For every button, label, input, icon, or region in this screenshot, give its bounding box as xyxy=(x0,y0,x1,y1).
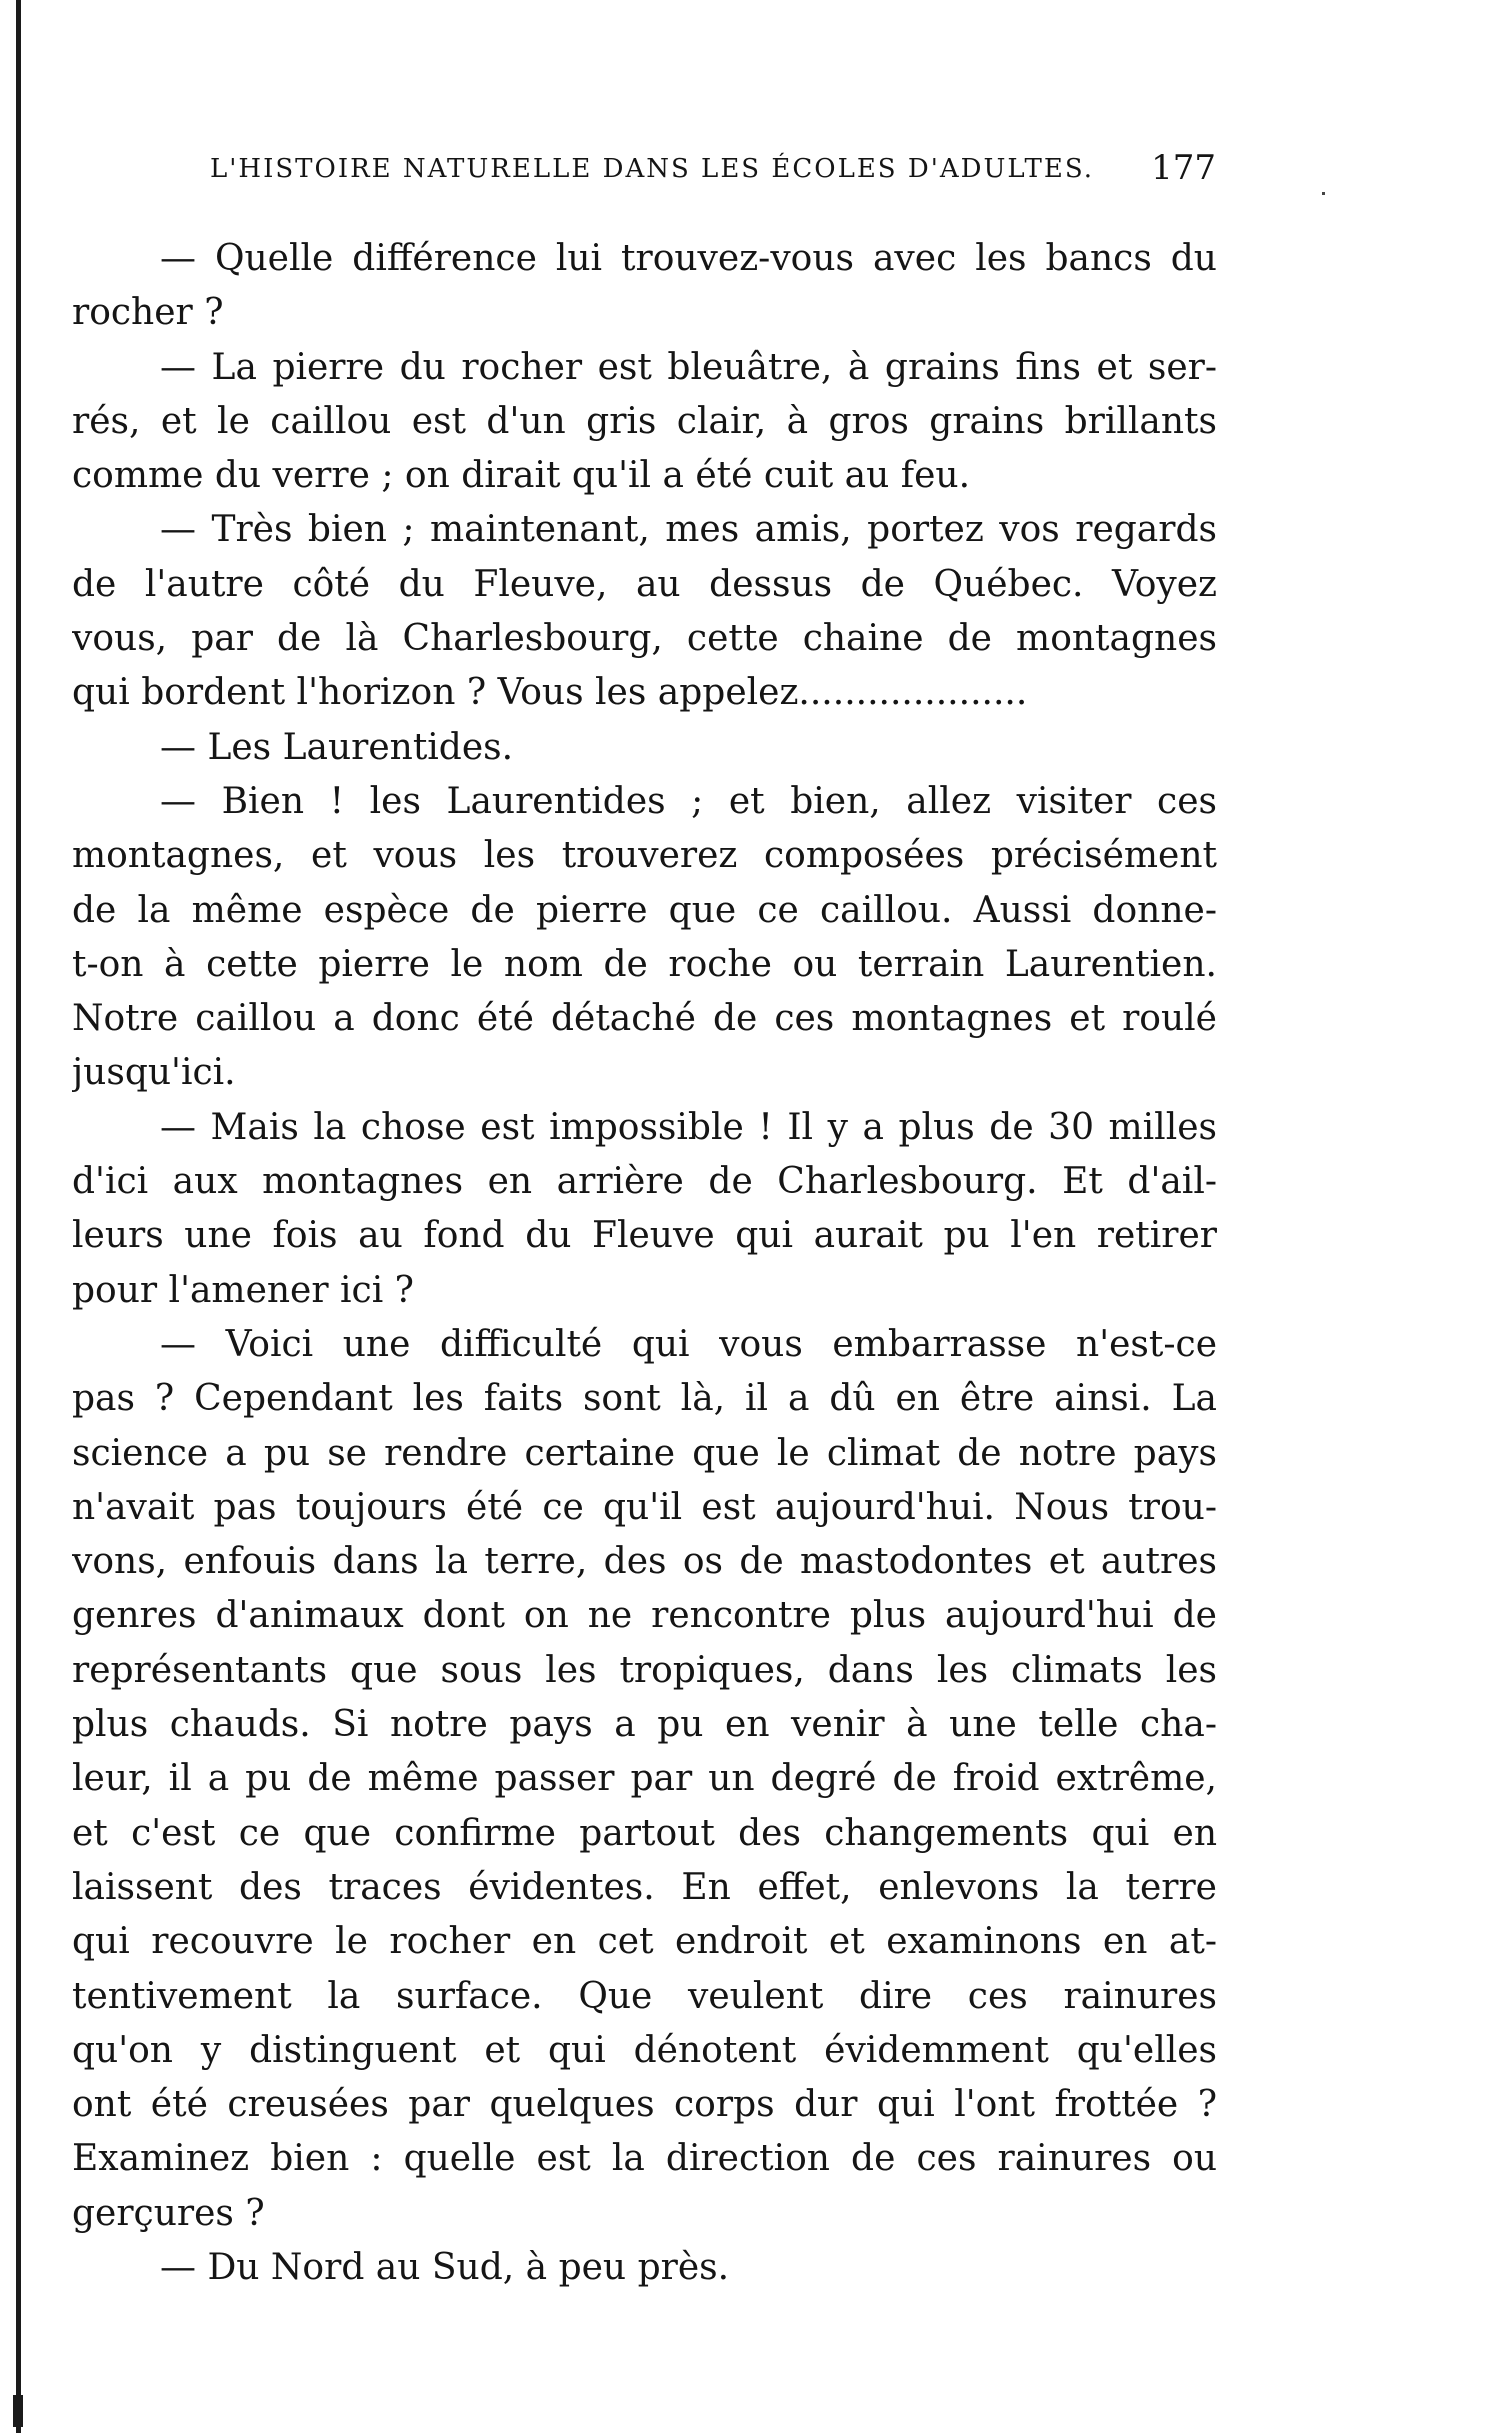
text-line: vons, enfouis dans la terre, des os de mastodontes et autres xyxy=(72,1541,1217,1583)
text-line: n'avait pas toujours été ce qu'il est aujourd'hui. Nous trou- xyxy=(72,1486,1217,1528)
text-line: pour l'amener ici ? xyxy=(72,1269,414,1311)
body-text xyxy=(72,232,1217,2295)
text-line: comme du verre ; on dirait qu'il a été cuit au feu. xyxy=(72,455,971,497)
text-line: ont été creusées par quelques corps dur qui l'ont frottée ? xyxy=(72,2084,1217,2126)
text-line: jusqu'ici. xyxy=(72,1052,236,1094)
text-line: qui bordent l'horizon ? Vous les appelez.................... xyxy=(72,672,1028,714)
text-line: vous, par de là Charlesbourg, cette chaine de montagnes xyxy=(72,618,1217,660)
text-line: genres d'animaux dont on ne rencontre plus aujourd'hui de xyxy=(72,1595,1217,1637)
text-line: représentants que sous les tropiques, dans les climats les xyxy=(72,1649,1217,1691)
print-speck xyxy=(1322,192,1325,195)
text-line: d'ici aux montagnes en arrière de Charlesbourg. Et d'ail- xyxy=(72,1161,1217,1203)
text-line: — Bien ! les Laurentides ; et bien, allez visiter ces xyxy=(160,780,1217,822)
text-line: pas ? Cependant les faits sont là, il a dû en être ainsi. La xyxy=(72,1378,1217,1420)
text-line: rés, et le caillou est d'un gris clair, à gros grains brillants xyxy=(72,400,1217,442)
text-line: — Voici une difficulté qui vous embarrasse n'est-ce xyxy=(160,1323,1217,1365)
page-header xyxy=(210,148,1216,198)
text-line: laissent des traces évidentes. En effet, enlevons la terre xyxy=(72,1866,1217,1908)
text-line: qui recouvre le rocher en cet endroit et examinons en at- xyxy=(72,1921,1217,1963)
text-line: et c'est ce que confirme partout des changements qui en xyxy=(72,1812,1217,1854)
text-line: science a pu se rendre certaine que le climat de notre pays xyxy=(72,1432,1217,1474)
page-edge-rule xyxy=(16,0,21,2433)
text-line: — La pierre du rocher est bleuâtre, à grains fins et ser- xyxy=(160,346,1217,388)
text-line: — Très bien ; maintenant, mes amis, portez vos regards xyxy=(160,509,1217,551)
text-line: leurs une fois au fond du Fleuve qui aurait pu l'en retirer xyxy=(72,1215,1217,1257)
running-title: L'HISTOIRE NATURELLE DANS LES ÉCOLES D'ADULTES. xyxy=(210,154,1095,184)
text-line: t-on à cette pierre le nom de roche ou terrain Laurentien. xyxy=(72,943,1217,985)
text-line: — Quelle différence lui trouvez-vous avec les bancs du xyxy=(160,238,1217,279)
text-line: qu'on y distinguent et qui dénotent évidemment qu'elles xyxy=(72,2029,1217,2071)
page-number: 177 xyxy=(1151,148,1216,188)
text-line: tentivement la surface. Que veulent dire ces rainures xyxy=(72,1975,1217,2017)
text-line: — Les Laurentides. xyxy=(160,726,514,768)
text-line: leur, il a pu de même passer par un degré de froid extrême, xyxy=(72,1758,1217,1800)
text-line: — Du Nord au Sud, à peu près. xyxy=(160,2246,730,2288)
page-edge-mark xyxy=(13,2395,23,2427)
text-line: de l'autre côté du Fleuve, au dessus de Québec. Voyez xyxy=(72,563,1217,605)
text-line: gerçures ? xyxy=(72,2192,265,2234)
text-line: de la même espèce de pierre que ce caillou. Aussi donne- xyxy=(72,889,1217,931)
text-line: rocher ? xyxy=(72,292,224,334)
text-line: montagnes, et vous les trouverez composées précisément xyxy=(72,835,1217,877)
text-line: Examinez bien : quelle est la direction de ces rainures ou xyxy=(72,2138,1217,2180)
text-line: plus chauds. Si notre pays a pu en venir à une telle cha- xyxy=(72,1704,1217,1746)
text-line: Notre caillou a donc été détaché de ces montagnes et roulé xyxy=(72,998,1217,1040)
text-line: — Mais la chose est impossible ! Il y a plus de 30 milles xyxy=(160,1106,1217,1148)
